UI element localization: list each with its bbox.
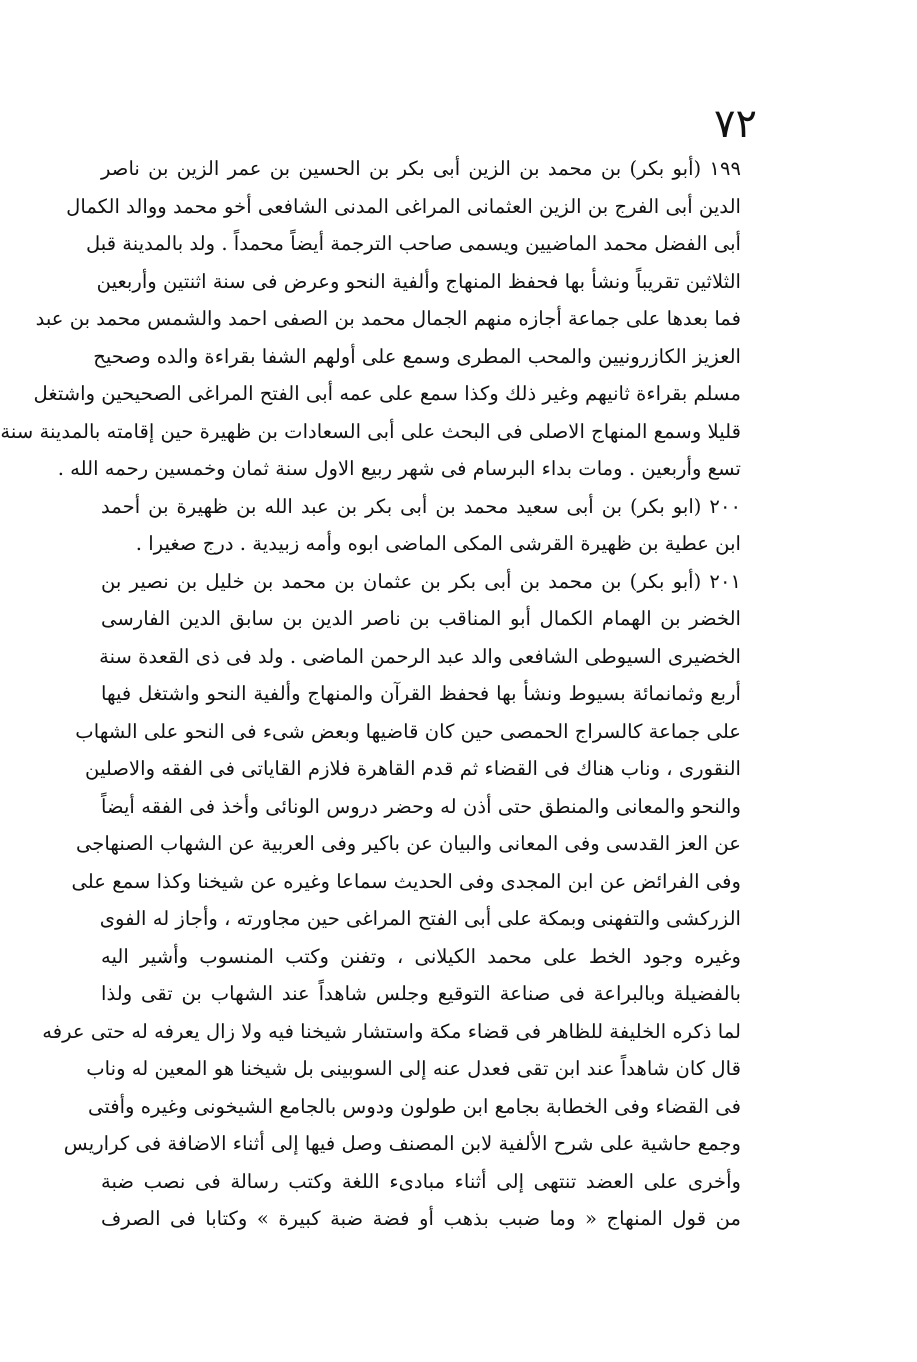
- text-line: قال كان شاهداً عند ابن تقى فعدل عنه إلى السوبينى بل شيخنا هو المعين له وناب: [86, 1057, 741, 1080]
- text-line: على جماعة كالسراج الحمصى حين كان قاضيها وبعض شىء فى النحو على الشهاب: [75, 719, 741, 743]
- text-line: وغيره وجود الخط على محمد الكيلانى ، وتفنن وكتب المنسوب وأشير اليه: [101, 944, 741, 968]
- text-line: بالفضيلة وبالبراعة فى صناعة التوقيع وجلس شاهداً عند الشهاب بن تقى ولذا: [101, 982, 741, 1005]
- text-line: لما ذكره الخليفة للظاهر فى قضاء مكة واستشار شيخنا فيه ولا زال يعرفه له حتى عرفه: [42, 1019, 741, 1043]
- text-line: الدين أبى الفرج بن الزين العثمانى المراغى المدنى الشافعى أخو محمد ووالد الكمال: [66, 194, 741, 218]
- page-number: ٧٢: [714, 101, 757, 147]
- text-line: الخضيرى السيوطى الشافعى والد عبد الرحمن الماضى . ولد فى ذى القعدة سنة: [99, 644, 741, 668]
- text-line: فما بعدها على جماعة أجازه منهم الجمال محمد بن الصفى احمد والشمس محمد بن عبد: [35, 307, 741, 330]
- text-line: فى القضاء وفى الخطابة بجامع ابن طولون ودوس بالجامع الشيخونى وغيره وأفتى: [87, 1094, 741, 1118]
- text-line: العزيز الكازرونيين والمحب المطرى وسمع على أولهم الشفا بقراءة والده وصحيح: [93, 344, 741, 368]
- text-line: عن العز القدسى وفى المعانى والبيان عن باكير وفى العربية عن الشهاب الصنهاجى: [75, 832, 741, 855]
- text-line: والنحو والمعانى والمنطق حتى أذن له وحضر دروس الونائى وأخذ فى الفقه أيضاً: [101, 794, 741, 818]
- text-line: وفى الفرائض عن ابن المجدى وفى الحديث سماعا وغيره عن شيخنا وكذا سمع على: [71, 869, 741, 893]
- text-line: ٢٠١ (أبو بكر) بن محمد بن أبى بكر بن عثمان بن محمد بن خليل بن نصير بن: [101, 569, 741, 593]
- body-text: [0, 150, 741, 1238]
- text-line: تسع وأربعين . ومات بداء البرسام فى شهر ربيع الاول سنة ثمان وخمسين رحمه الله .: [57, 457, 741, 480]
- text-line: ١٩٩ (أبو بكر) بن محمد بن الزين أبى بكر بن الحسين بن عمر الزين بن ناصر: [101, 157, 741, 180]
- text-line: قليلا وسمع المنهاج الاصلى فى البحث على أبى السعادات بن ظهيرة حين إقامته بالمدينة سنة: [0, 419, 741, 443]
- text-line: أربع وثمانمائة بسيوط ونشأ بها فحفظ القرآن والمنهاج وألفية النحو واشتغل فيها: [101, 682, 741, 705]
- text-line: مسلم بقراءة ثانيهم وغير ذلك وكذا سمع على عمه أبى الفتح المراغى الصحيحين واشتغل: [33, 382, 741, 405]
- text-line: الزركشى والتفهنى وبمكة على أبى الفتح المراغى حين مجاورته ، وأجاز له الفوى: [99, 907, 741, 930]
- text-line: النقورى ، وناب هناك فى القضاء ثم قدم القاهرة فلازم القاياتى فى الفقه والاصلين: [85, 757, 741, 780]
- text-line: من قول المنهاج « وما ضبب بذهب أو فضة ضبة كبيرة » وكتابا فى الصرف: [101, 1207, 741, 1230]
- text-line: ابن عطية بن ظهيرة القرشى المكى الماضى ابوه وأمه زبيدية . درج صغيرا .: [135, 532, 741, 555]
- text-line: أبى الفضل محمد الماضيين ويسمى صاحب الترجمة أيضاً محمداً . ولد بالمدينة قبل: [85, 232, 741, 255]
- text-line: ٢٠٠ (ابو بكر) بن أبى سعيد محمد بن أبى بكر بن عبد الله بن ظهيرة بن أحمد: [101, 494, 741, 518]
- text-line: الثلاثين تقريباً ونشأ بها فحفظ المنهاج وألفية النحو وعرض فى سنة اثنتين وأربعين: [96, 269, 741, 293]
- text-line: وأخرى على العضد تنتهى إلى أثناء مبادىء اللغة وكتب رسالة فى نصب ضبة: [101, 1169, 741, 1193]
- text-line: الخضر بن الهمام الكمال أبو المناقب بن ناصر الدين بن سابق الدين الفارسى: [101, 607, 741, 630]
- text-line: وجمع حاشية على شرح الألفية لابن المصنف وصل فيها إلى أثناء الاضافة فى كراريس: [63, 1132, 741, 1155]
